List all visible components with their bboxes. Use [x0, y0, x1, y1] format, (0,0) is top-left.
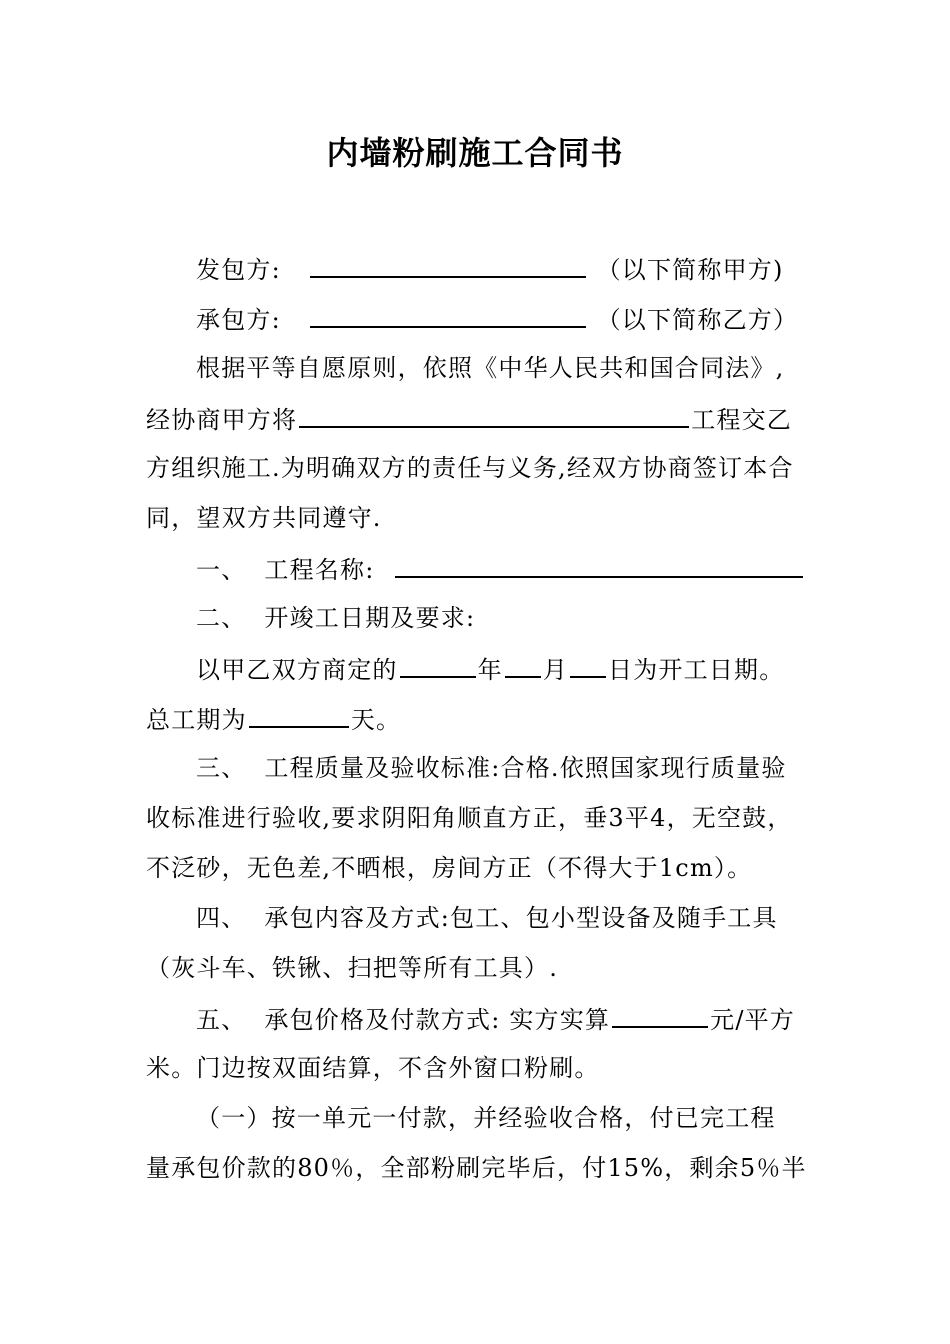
party-b-blank	[310, 300, 586, 328]
duration-text: 总工期为	[146, 706, 247, 734]
section-1-label: 工程名称:	[264, 556, 375, 584]
party-b-label: 承包方:	[196, 306, 281, 334]
intro-line-2-b: 工程交乙	[691, 406, 793, 434]
section-3-line-3: 不泛砂，无色差,不晒根，房间方正（不得大于1cm）。	[146, 854, 753, 882]
section-2-line	[196, 600, 866, 636]
duration-blank	[249, 700, 349, 728]
payment-clause-1: （一）按一单元一付款，并经验收合格，付已完工程	[196, 1104, 776, 1132]
duration-line	[146, 700, 816, 738]
party-b-note: （以下简称乙方）	[596, 306, 799, 334]
intro-line-1: 根据平等自愿原则，依照《中华人民共和国合同法》,	[196, 354, 785, 382]
intro-line-2	[146, 400, 816, 438]
start-date-text: 以甲乙双方商定的	[196, 656, 398, 684]
party-b-line	[196, 300, 866, 338]
party-a-line	[196, 250, 866, 288]
price-blank	[612, 1000, 708, 1028]
party-a-note: （以下简称甲方)	[596, 256, 784, 284]
document-title: 内墙粉刷施工合同书	[326, 134, 624, 172]
section-5-number: 五、	[196, 1006, 247, 1034]
party-a-blank	[310, 250, 586, 278]
section-3-line	[196, 750, 866, 786]
section-2-label: 开竣工日期及要求:	[264, 604, 476, 632]
section-2-number: 二、	[196, 604, 247, 632]
section-3-number: 三、	[196, 754, 247, 782]
section-4-line	[196, 900, 866, 936]
start-date-line	[196, 650, 866, 688]
intro-line-4: 同，望双方共同遵守.	[146, 504, 382, 532]
section-3-text: 工程质量及验收标准:合格.依照国家现行质量验	[264, 754, 787, 782]
year-blank	[400, 650, 476, 678]
section-5-line	[196, 1000, 866, 1038]
payment-clause-1-line-2: 量承包价款的80％，全部粉刷完毕后，付15%，剩余5％半	[146, 1154, 807, 1182]
project-blank	[299, 400, 689, 428]
day-label: 日为开工日期。	[608, 656, 785, 684]
intro-line-2-a: 经协商甲方将	[146, 406, 298, 434]
duration-unit: 天。	[350, 706, 402, 734]
month-blank	[505, 650, 541, 678]
section-3-line-2: 收标准进行验收,要求阴阳角顺直方正，垂3平4，无空鼓，	[146, 804, 793, 832]
section-1-number: 一、	[196, 556, 247, 584]
month-label: 月	[542, 656, 569, 684]
year-label: 年	[477, 656, 503, 684]
section-5-line-2: 米。门边按双面结算，不含外窗口粉刷。	[146, 1054, 600, 1082]
intro-line-3: 方组织施工.为明确双方的责任与义务,经双方协商签订本合	[146, 454, 794, 482]
section-5-text: 承包价格及付款方式: 实方实算	[264, 1006, 611, 1034]
section-1-line	[196, 550, 866, 588]
party-a-label: 发包方:	[196, 256, 281, 284]
section-4-number: 四、	[196, 904, 247, 932]
price-unit: 元/平方	[710, 1006, 796, 1034]
section-4-line-2: （灰斗车、铁锹、扫把等所有工具）.	[146, 954, 559, 982]
section-4-text: 承包内容及方式:包工、包小型设备及随手工具	[264, 904, 778, 932]
day-blank	[570, 650, 606, 678]
project-name-blank	[395, 550, 803, 578]
